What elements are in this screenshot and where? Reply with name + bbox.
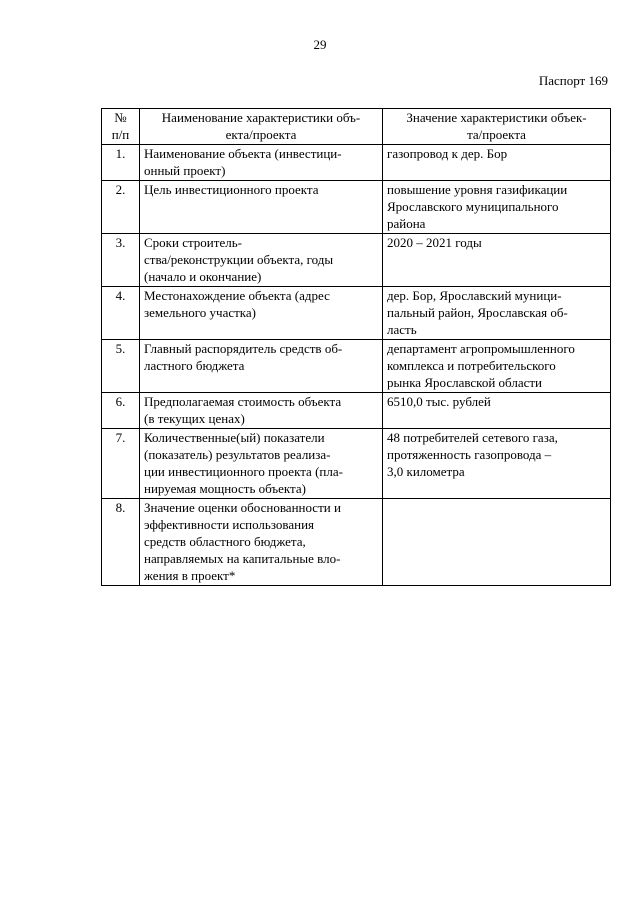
passport-label: Паспорт 169 — [538, 73, 608, 88]
row-number: 8. — [102, 499, 140, 586]
row-characteristic-name: Цель инвестиционного проекта — [140, 181, 383, 234]
column-header-characteristic-name: Наименование характеристики объ- екта/проекта — [140, 109, 383, 145]
row-characteristic-value: 2020 – 2021 годы — [383, 234, 611, 287]
row-characteristic-value: 6510,0 тыс. рублей — [383, 393, 611, 429]
row-number: 7. — [102, 429, 140, 499]
row-characteristic-name: Сроки строитель- ства/реконструкции объекта, годы (начало и окончание) — [140, 234, 383, 287]
row-characteristic-value: газопровод к дер. Бор — [383, 145, 611, 181]
table-header-row — [102, 109, 611, 145]
row-characteristic-name: Количественные(ый) показатели (показатель) результатов реализа- ции инвестиционного проекта (пла- нируемая мощность объекта) — [140, 429, 383, 499]
row-characteristic-name: Наименование объекта (инвестици- онный проект) — [140, 145, 383, 181]
table-row — [102, 234, 611, 287]
row-characteristic-name: Главный распорядитель средств об- ластного бюджета — [140, 340, 383, 393]
row-number: 1. — [102, 145, 140, 181]
row-characteristic-name: Значение оценки обоснованности и эффективности использования средств областного бюджета, направляемых на капитальные вло- жения в проект* — [140, 499, 383, 586]
column-header-number: № п/п — [102, 109, 140, 145]
row-number: 3. — [102, 234, 140, 287]
row-characteristic-value: повышение уровня газификации Ярославского муниципального района — [383, 181, 611, 234]
table-row — [102, 287, 611, 340]
row-characteristic-value — [383, 499, 611, 586]
row-number: 2. — [102, 181, 140, 234]
table-row — [102, 181, 611, 234]
column-header-characteristic-value: Значение характеристики объек- та/проекта — [383, 109, 611, 145]
row-characteristic-value: дер. Бор, Ярославский муници- пальный район, Ярославская об- ласть — [383, 287, 611, 340]
table-row — [102, 429, 611, 499]
table-row — [102, 145, 611, 181]
row-number: 6. — [102, 393, 140, 429]
row-characteristic-value: 48 потребителей сетевого газа, протяженность газопровода – 3,0 километра — [383, 429, 611, 499]
table-row — [102, 393, 611, 429]
passport-table — [101, 108, 611, 586]
row-number: 4. — [102, 287, 140, 340]
page-number: 29 — [313, 37, 327, 52]
table-row — [102, 499, 611, 586]
table-row — [102, 340, 611, 393]
row-characteristic-value: департамент агропромышленного комплекса и потребительского рынка Ярославской области — [383, 340, 611, 393]
row-characteristic-name: Местонахождение объекта (адрес земельного участка) — [140, 287, 383, 340]
row-number: 5. — [102, 340, 140, 393]
row-characteristic-name: Предполагаемая стоимость объекта (в текущих ценах) — [140, 393, 383, 429]
